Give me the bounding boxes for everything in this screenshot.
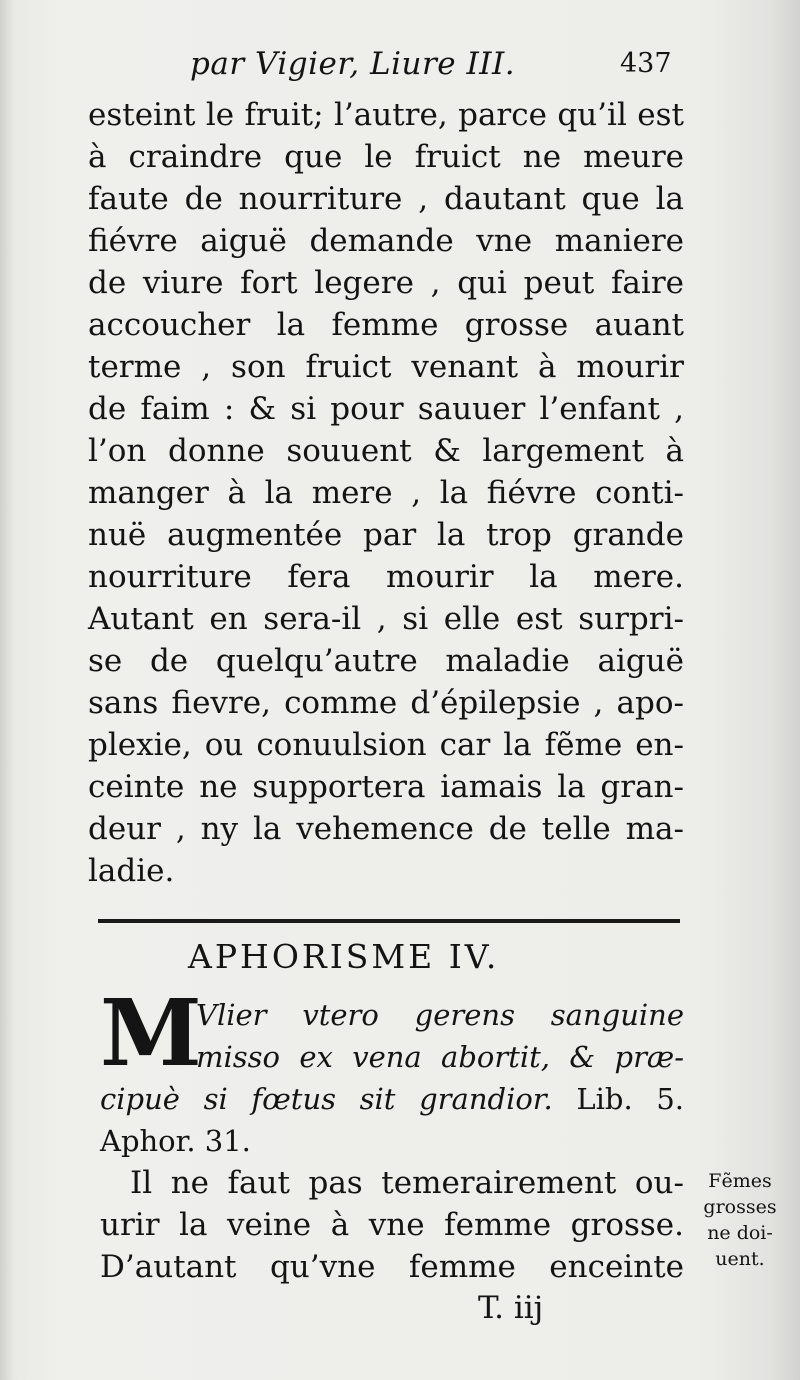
text-line: accoucher la femme grosse auant [88, 307, 684, 343]
text-line: Autant en sera-il , si elle est surpri- [88, 601, 684, 637]
commentary-line: urir la veine à vne femme grosse. [100, 1207, 684, 1243]
page-number: 437 [620, 48, 672, 79]
commentary-line: Il ne faut pas temerairement ou- [130, 1165, 684, 1201]
signature-mark: T. iij [478, 1290, 544, 1326]
latin-line: misso ex vena abortit, & præ- [196, 1040, 684, 1074]
body-text [88, 94, 684, 892]
margin-note-line: Fẽmes [708, 1170, 772, 1192]
text-line: à craindre que le fruict ne meure [88, 139, 684, 175]
drop-cap: M [100, 979, 202, 1087]
text-line: sans fievre, comme d’épilepsie , apo- [88, 685, 684, 721]
text-line: nuë augmentée par la trop grande [88, 517, 684, 553]
text-line: deur , ny la vehemence de telle ma- [88, 811, 684, 847]
running-head [190, 46, 690, 82]
running-title: par Vigier, Liure III. [190, 46, 516, 82]
latin-line: Aphor. 31. [100, 1124, 251, 1158]
text-line: de faim : & si pour sauuer l’enfant , [88, 391, 684, 427]
latin-line: cipuè si fœtus sit grandior. [100, 1082, 553, 1116]
aphorism-title: APHORISME IV. [188, 937, 500, 976]
latin-line: Vlier vtero gerens sanguine [196, 998, 684, 1032]
section-divider [98, 916, 680, 926]
latin-reference: Lib. 5. [576, 1082, 684, 1116]
text-line: fiévre aiguë demande vne maniere [88, 223, 684, 259]
margin-note [690, 1168, 790, 1272]
margin-note-line: grosses [703, 1196, 777, 1218]
text-line: manger à la mere , la fiévre conti- [88, 475, 684, 511]
text-line: ceinte ne supportera iamais la gran- [88, 769, 684, 805]
aphorism-block [100, 979, 684, 1288]
text-line: ladie. [88, 853, 175, 889]
text-line: nourriture fera mourir la mere. [88, 559, 684, 595]
text-line: esteint le fruit; l’autre, parce qu’il est [88, 97, 684, 133]
margin-note-line: ne doi- [707, 1222, 773, 1244]
text-line: plexie, ou conuulsion car la fẽme en- [88, 727, 684, 763]
text-line: de viure fort legere , qui peut faire [88, 265, 684, 301]
divider-bar [98, 919, 680, 923]
text-line: l’on donne souuent & largement à [88, 433, 684, 469]
margin-note-line: uent. [715, 1248, 765, 1270]
text-line: terme , son fruict venant à mourir [88, 349, 684, 385]
text-line: se de quelqu’autre maladie aiguë [88, 643, 684, 679]
commentary-line: D’autant qu’vne femme enceinte [100, 1249, 684, 1285]
text-line: faute de nourriture , dautant que la [88, 181, 684, 217]
